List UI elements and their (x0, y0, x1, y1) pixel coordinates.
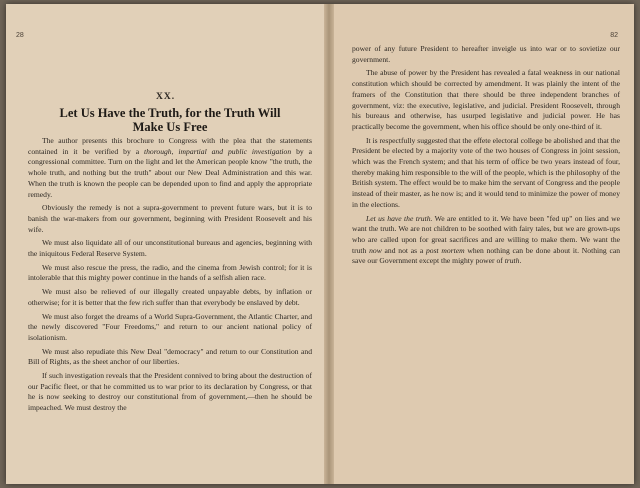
title-line: Make Us Free (132, 120, 208, 134)
paragraph: If such investigation reveals that the President connived to bring about the destruction of our Pacific fleet, or that he committed us to war prior to its declaration by Congress, or that he is now seeking to destroy our constitutional from of government,—then he should be impeached. We must destroy the (28, 371, 312, 413)
paragraph: We must also repudiate this New Deal "democracy" and return to our Constitution and Bill of Rights, as the sheet anchor of our liberties. (28, 346, 312, 367)
paragraph: The author presents this brochure to Congress with the plea that the statements contained in it be verified by a thorough, impartial and public investigation by a congressional committee. Turn on the light and let the American people know "the truth, the whole truth, and nothing but the truth" about our New Deal Administration and this war. When the truth is known the people can be depended upon to find and apply the appropriate remedy. (28, 136, 312, 199)
paragraph: Obviously the remedy is not a supra-government to prevent future wars, but it is to banish the war-makers from our government, beginning with President Roosevelt and his wife. (28, 203, 312, 234)
paragraph: We must also liquidate all of our unconstitutional bureaus and agencies, beginning with the iniquitous Federal Reserve System. (28, 238, 312, 259)
book-gutter (324, 4, 334, 484)
chapter-title (30, 106, 310, 134)
right-text-column (352, 44, 620, 270)
paragraph: It is respectfully suggested that the effete electoral college be abolished and that the President be elected by a majority vote of the two houses of Congress in joint session, which was the French system; and that his term of office be two years instead of four, thereby making him responsible to the will of the people, which is the philosophy of the British system. The effect would be to make him the servant of Congress and the people instead of their master, as he now is; and it would tend to minimize the power of money in the elections. (352, 135, 620, 209)
paragraph: We must also rescue the press, the radio, and the cinema from Jewish control; for it is intolerable that this mighty power continue in the hands of a selfish alien race. (28, 262, 312, 283)
paragraph: We must also forget the dreams of a World Supra-Government, the Atlantic Charter, and the newly discovered "Four Freedoms," and return to our ancient national policy of isolationism. (28, 311, 312, 342)
section-number: XX. (156, 92, 176, 102)
left-page (6, 4, 324, 484)
page-number: 82 (610, 32, 618, 39)
right-page (334, 4, 634, 484)
title-line: Let Us Have the Truth, for the Truth Will (59, 106, 281, 120)
closing-paragraph: Let us have the truth. We are entitled to it. We have been "fed up" on lies and we want the truth. We are not children to be soothed with fairy tales, but we are grown-ups who are called upon for great sacrifices and are willing to make them. We want the truth now and not as a post mortem when nothing can be done about it. Nothing can save our Government except the mighty power of truth. (352, 213, 620, 266)
left-text-column (28, 136, 312, 417)
book-spread (6, 4, 634, 484)
paragraph: The abuse of power by the President has revealed a fatal weakness in our national constitution which should be corrected by amendment. It was plainly the intent of the framers of the Constitution that there should be three independent branches of government, viz: the executive, legislative, and judicial. President Roosevelt, through his bureaus and otherwise, has usurped legislative and judicial power. He has practically become the government, when his office should be only one-third of it. (352, 68, 620, 131)
paragraph: We must also be relieved of our illegally created unpayable debts, by inflation or otherwise; for it is better that the few rich suffer than that everybody be enslaved by debt. (28, 287, 312, 307)
paragraph: power of any future President to hereafter inveigle us into war or to sovietize our government. (352, 44, 620, 64)
page-number: 28 (16, 32, 24, 39)
